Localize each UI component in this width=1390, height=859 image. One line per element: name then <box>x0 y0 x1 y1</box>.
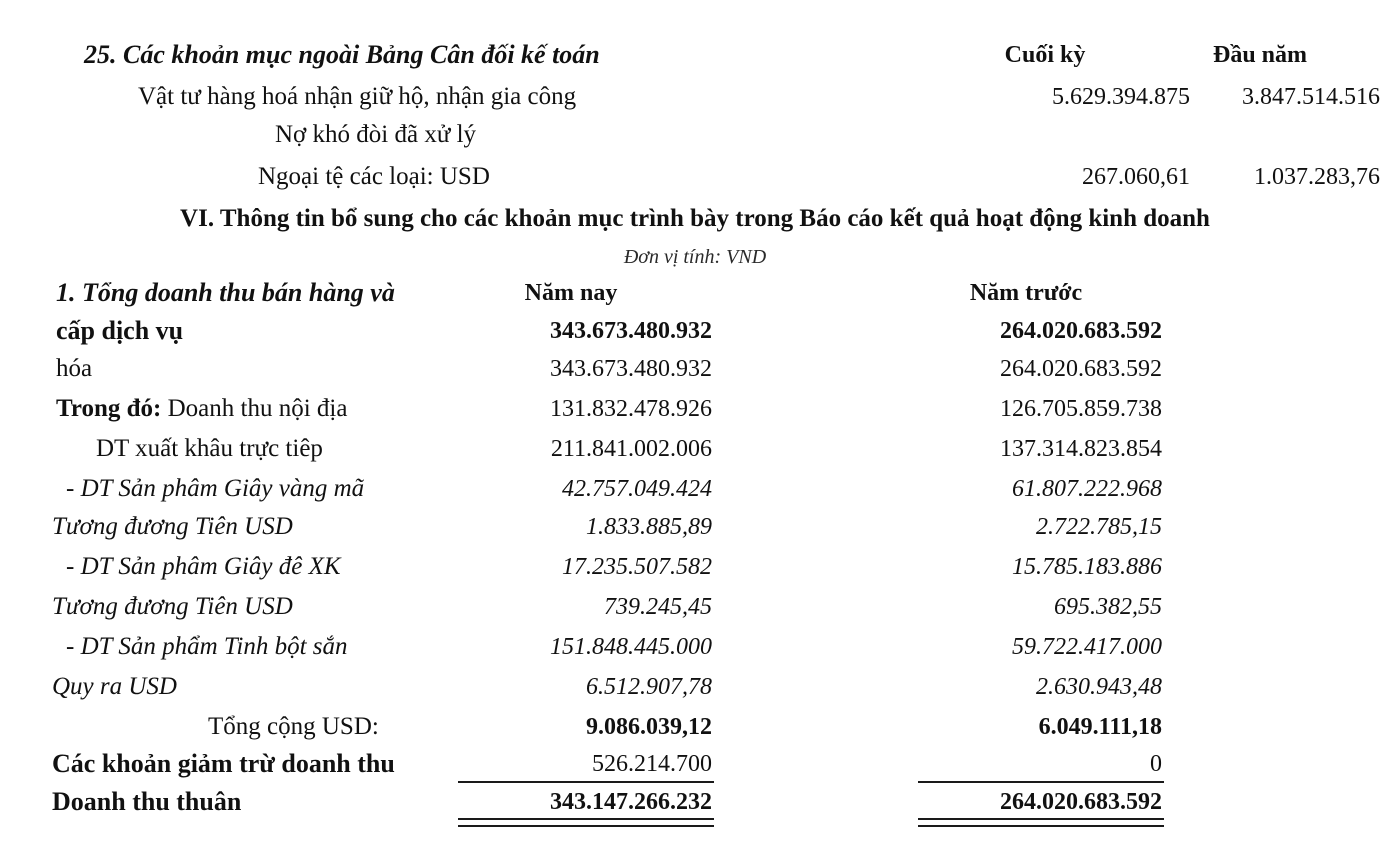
column-header-nam-truoc: Năm trước <box>969 280 1083 306</box>
row-label: hóa <box>56 355 93 382</box>
total-rule-nam-nay <box>458 818 714 827</box>
row-value-nam-truoc: 126.705.859.738 <box>1000 396 1162 422</box>
row-value-nam-truoc: 264.020.683.592 <box>1000 356 1162 382</box>
row-label: Tương đương Tiên USD <box>52 513 293 540</box>
row-label: cấp dịch vụ <box>56 316 184 345</box>
table-row-quy-ra-usd <box>0 668 1390 706</box>
table-row-ngoai-te <box>0 158 1390 196</box>
row-value-dau-nam: 1.037.283,76 <box>1254 164 1380 190</box>
table-row-tuong-duong-usd-1 <box>0 508 1390 546</box>
row-label: DT xuất khâu trực tiêp <box>96 435 323 462</box>
row-value-nam-nay: 343.673.480.932 <box>550 356 712 382</box>
row-label: Tương đương Tiên USD <box>52 593 293 620</box>
row-value-nam-nay: 343.147.266.232 <box>550 789 712 815</box>
table-row-dt-xuat-khau <box>0 430 1390 468</box>
table-row-cap-dich-vu <box>0 312 1390 350</box>
row-value-nam-nay: 17.235.507.582 <box>562 554 712 580</box>
row-value-nam-truoc: 61.807.222.968 <box>1012 476 1162 502</box>
row-value-nam-nay: 343.673.480.932 <box>550 318 712 344</box>
row-value-nam-truoc: 59.722.417.000 <box>1012 634 1162 660</box>
table-row-tuong-duong-usd-2 <box>0 588 1390 626</box>
row-label: Nợ khó đòi đã xử lý <box>275 121 477 148</box>
row-label: Các khoản giảm trừ doanh thu <box>52 749 395 778</box>
table-row-tinh-bot-san <box>0 628 1390 666</box>
row-value-nam-nay: 526.214.700 <box>592 751 712 777</box>
row-value-nam-truoc: 695.382,55 <box>1054 594 1162 620</box>
row-value-nam-nay: 739.245,45 <box>604 594 712 620</box>
section-25-title-row <box>0 36 1390 74</box>
row-value-nam-nay: 9.086.039,12 <box>586 714 712 740</box>
row-value-nam-truoc: 0 <box>1150 751 1162 777</box>
row-label: - DT Sản phâm Giây đê XK <box>66 553 341 580</box>
column-header-nam-nay: Năm nay <box>524 280 618 306</box>
row-label: Ngoại tệ các loại: USD <box>258 163 490 190</box>
row-value-nam-nay: 1.833.885,89 <box>586 514 712 540</box>
row-value-nam-nay: 211.841.002.006 <box>550 436 712 462</box>
row-value-nam-truoc: 137.314.823.854 <box>1000 436 1162 462</box>
row-value-nam-truoc: 2.722.785,15 <box>1036 514 1162 540</box>
table-row-vat-tu-hang-hoa <box>0 78 1390 116</box>
row-value-nam-truoc: 2.630.943,48 <box>1036 674 1162 700</box>
table-row-hoa <box>0 350 1390 388</box>
row-label: Quy ra USD <box>52 673 177 700</box>
row-value-nam-nay: 131.832.478.926 <box>550 396 712 422</box>
row-label-prefix: Trong đó: <box>56 395 162 422</box>
table-row-giay-vang-ma <box>0 470 1390 508</box>
row-label: Doanh thu nội địa <box>167 395 348 422</box>
row-label: Tổng cộng USD: <box>208 713 379 740</box>
row-value-nam-truoc: 264.020.683.592 <box>1000 318 1162 344</box>
row-value-cuoi-ky: 5.629.394.875 <box>1052 84 1190 110</box>
row-value-nam-nay: 6.512.907,78 <box>586 674 712 700</box>
row-value-cuoi-ky: 267.060,61 <box>1082 164 1190 190</box>
table-row-giay-de-xk <box>0 548 1390 586</box>
row-label: Vật tư hàng hoá nhận giữ hộ, nhận gia công <box>138 83 577 110</box>
row-value-nam-nay: 151.848.445.000 <box>550 634 712 660</box>
total-rule-nam-truoc <box>918 818 1164 827</box>
column-header-dau-nam: Đầu năm <box>1212 42 1308 68</box>
row-label-group <box>56 390 347 428</box>
column-header-cuoi-ky: Cuối kỳ <box>1004 42 1086 68</box>
row-label: - DT Sản phâm Giây vàng mã <box>66 475 365 502</box>
item-1-title-line-1: 1. Tổng doanh thu bán hàng và <box>56 278 395 307</box>
row-value-nam-nay: 42.757.049.424 <box>562 476 712 502</box>
table-row-giam-tru-doanh-thu <box>0 745 1390 783</box>
table-row-doanh-thu-thuan <box>0 783 1390 821</box>
row-value-dau-nam: 3.847.514.516 <box>1242 84 1380 110</box>
row-value-nam-truoc: 6.049.111,18 <box>1038 714 1162 740</box>
table-row-no-kho-doi <box>0 116 1390 154</box>
section-vi-heading: VI. Thông tin bổ sung cho các khoản mục trình bày trong Báo cáo kết quả hoạt động kinh doanh <box>180 205 1210 232</box>
row-label: Doanh thu thuân <box>52 787 242 816</box>
table-row-doanh-thu-noi-dia <box>0 390 1390 428</box>
row-value-nam-truoc: 15.785.183.886 <box>1012 554 1162 580</box>
row-value-nam-truoc: 264.020.683.592 <box>1000 789 1162 815</box>
item-1-title-row <box>0 274 1390 312</box>
table-row-tong-cong-usd <box>0 708 1390 746</box>
section-25-title: 25. Các khoản mục ngoài Bảng Cân đối kế toán <box>84 40 600 69</box>
unit-note: Đơn vị tính: VND <box>623 246 767 268</box>
row-label: - DT Sản phẩm Tinh bột sắn <box>66 633 348 660</box>
